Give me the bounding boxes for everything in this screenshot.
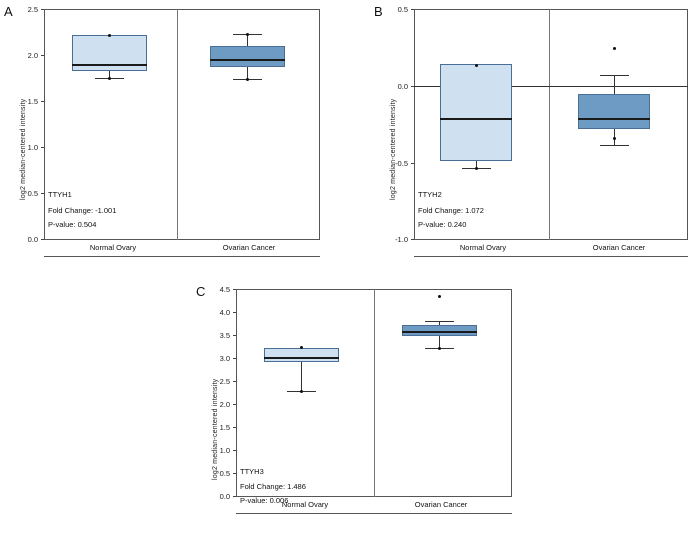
panel-b-xgroup-normal: Normal Ovary [459,243,507,252]
panel-c-letter: C [196,284,206,299]
panel-a-point-cancer-low [246,78,249,81]
panel-b-point-cancer-high [613,47,616,50]
panel-c-p-value: P-value: 0.006 [240,496,289,505]
panel-b-ylabel: log2 median-centered intensity [390,98,397,200]
panel-c-point-normal-low [300,390,303,393]
panel-b-box-cancer [578,94,650,129]
panel-b-xgroup-cancer: Ovarian Cancer [592,243,646,252]
panel-b-median-normal [440,118,512,120]
panel-a-ylabel: log2 median-centered intensity [20,98,27,200]
panel-a-ytick-2: 1.5 [27,97,38,106]
panel-b-group-divider [549,9,550,240]
panel-c-point-normal-high [300,346,303,349]
panel-a-xaxis-line [44,256,320,257]
panel-b-xaxis-line [414,256,688,257]
panel-b-median-cancer [578,118,650,120]
panel-b-point-normal-low [475,167,478,170]
panel-b-ytick-2: -0.5 [395,159,408,168]
panel-c-fold-change: Fold Change: 1.486 [240,482,306,491]
panel-a-ytick-5: 0.0 [27,235,38,244]
panel-c-median-cancer [402,331,477,333]
panel-c-point-cancer-high [438,295,441,298]
panel-a-box-cancer [210,46,285,67]
panel-c-ytick-4: 2.5 [219,377,230,386]
panel-c-ytick-8: 0.5 [219,469,230,478]
panel-b-letter: B [374,4,383,19]
panel-a-point-normal-high [108,34,111,37]
panel-a-group-divider [177,9,178,240]
panel-c-ytick-9: 0.0 [219,492,230,501]
panel-c-ytick-6: 1.5 [219,423,230,432]
panel-a-ytick-4: 0.5 [27,189,38,198]
panel-b-whisker-cancer-high [614,75,615,94]
panel-c-ytick-3: 3.0 [219,354,230,363]
panel-b-ytick-3: -1.0 [395,235,408,244]
panel-b-ytick-0: 0.5 [397,5,408,14]
panel-b-gene-label: TTYH2 [418,190,442,199]
panel-a-fold-change: Fold Change: -1.001 [48,206,117,215]
panel-c-ytick-7: 1.0 [219,446,230,455]
panel-c-ytick-5: 2.0 [219,400,230,409]
panel-c-ylabel: log2 median-centered intensity [212,378,219,480]
panel-b-box-normal [440,64,512,161]
panel-c-xgroup-cancer: Ovarian Cancer [414,500,468,509]
panel-a-ytick-1: 2.0 [27,51,38,60]
panel-a-xgroup-cancer: Ovarian Cancer [222,243,276,252]
panel-a-ytick-0: 2.5 [27,5,38,14]
panel-a-letter: A [4,4,13,19]
panel-a-box-normal [72,35,147,71]
panel-c-point-cancer-low [438,347,441,350]
panel-c-xgroup-normal: Normal Ovary [281,500,329,509]
panel-c-whisker-normal-low [301,362,302,391]
panel-a-xgroup-normal: Normal Ovary [89,243,137,252]
panel-c-ytick-2: 3.5 [219,331,230,340]
panel-c-gene-label: TTYH3 [240,467,264,476]
panel-b-whisker-cap-cancer-low [600,145,629,146]
panel-a-point-cancer-high [246,33,249,36]
panel-b-p-value: P-value: 0.240 [418,220,467,229]
panel-c-xaxis-line [236,513,512,514]
panel-b-point-normal-high [475,64,478,67]
panel-b-fold-change: Fold Change: 1.072 [418,206,484,215]
panel-c-whisker-cap-cancer-high [425,321,454,322]
panel-a-gene-label: TTYH1 [48,190,72,199]
panel-c-box-normal [264,348,339,362]
panel-a-median-normal [72,64,147,66]
panel-a-median-cancer [210,59,285,61]
panel-c-ytick-0: 4.5 [219,285,230,294]
panel-b-whisker-cap-cancer-high [600,75,629,76]
panel-c-group-divider [374,289,375,497]
panel-c-ytick-1: 4.0 [219,308,230,317]
panel-a-point-normal-low [108,77,111,80]
panel-b-ytick-1: 0.0 [397,82,408,91]
panel-a-p-value: P-value: 0.504 [48,220,97,229]
panel-c-median-normal [264,357,339,359]
panel-b-point-cancer-low [613,137,616,140]
panel-a-ytick-3: 1.0 [27,143,38,152]
